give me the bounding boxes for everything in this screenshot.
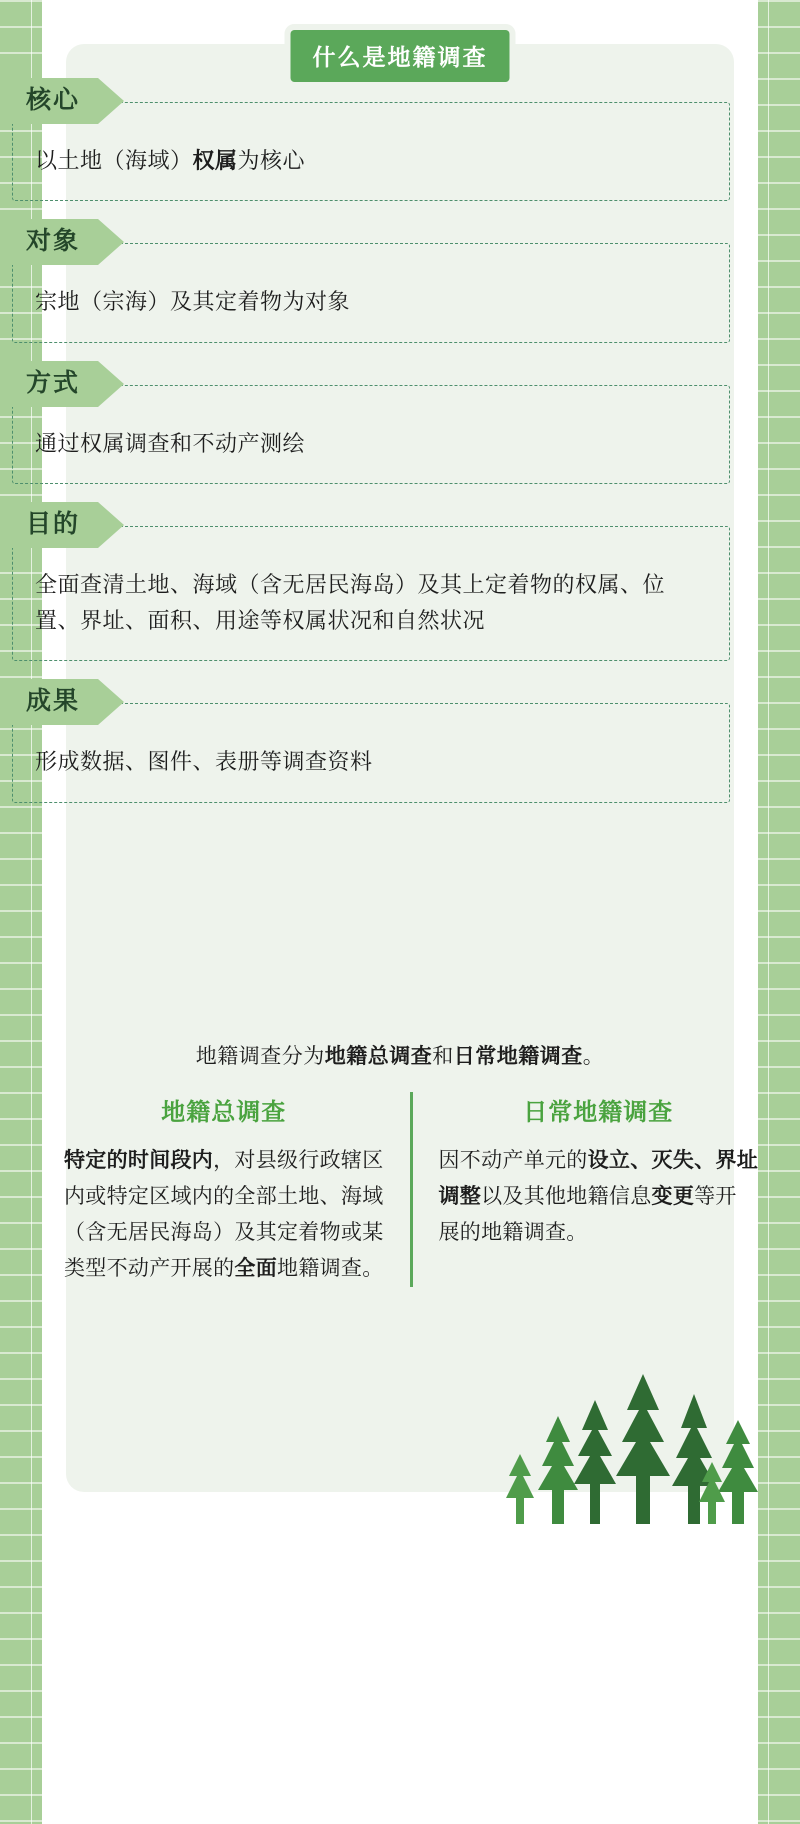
plain-text: 宗地（宗海）及其定着物为对象 <box>35 289 351 315</box>
info-section <box>0 78 800 201</box>
plain-text: 和 <box>432 1045 454 1068</box>
plain-text: 以土地（海域） <box>35 147 193 173</box>
plain-text: 为核心 <box>237 147 306 173</box>
emphasis-text: 地籍总调查 <box>324 1045 433 1068</box>
plain-text: 地籍调查。 <box>277 1257 384 1281</box>
plain-text: 形成数据、图件、表册等调查资料 <box>35 748 373 774</box>
comparison-columns <box>44 1092 766 1287</box>
emphasis-text: 变更 <box>651 1185 695 1209</box>
plain-text: ，对县级行政辖区内或特定区域内的全部土地、海域（含无居民海岛）及其定着物或某类型不动产开展的 <box>64 1149 384 1281</box>
emphasis-text: 设立、灭失、界址调整 <box>438 1149 759 1209</box>
column-daily-survey <box>410 1092 767 1287</box>
section-label: 核心 <box>0 78 98 124</box>
plain-text: 全面查清土地、海域（含无居民海岛）及其上定着物的权属、位置、界址、面积、用途等权属状况和自然状况 <box>35 571 666 633</box>
section-label: 对象 <box>0 219 98 265</box>
column-body-text <box>439 1143 759 1251</box>
plain-text: 通过权属调查和不动产测绘 <box>35 430 306 456</box>
info-section <box>0 502 800 661</box>
section-label: 方式 <box>0 361 98 407</box>
intro-sentence <box>0 1040 800 1070</box>
plain-text: 等开展的地籍调查。 <box>438 1185 737 1245</box>
column-body-text <box>64 1143 384 1287</box>
plain-text: 因不动产单元的 <box>438 1149 588 1172</box>
plain-text: 。 <box>582 1045 605 1068</box>
emphasis-text: 权属 <box>192 147 238 173</box>
emphasis-text: 全面 <box>234 1257 278 1281</box>
section-label: 目的 <box>0 502 98 548</box>
page-title: 什么是地籍调查 <box>291 30 510 82</box>
info-section <box>0 361 800 484</box>
info-section <box>0 219 800 342</box>
column-heading: 日常地籍调查 <box>523 1099 674 1126</box>
section-label: 成果 <box>0 679 98 725</box>
plain-text: 以及其他地籍信息 <box>481 1185 652 1209</box>
info-section <box>0 679 800 802</box>
column-general-survey <box>44 1092 410 1287</box>
emphasis-text: 日常地籍调查 <box>453 1045 583 1068</box>
section-list <box>0 78 800 821</box>
plain-text: 地籍调查分为 <box>195 1045 325 1068</box>
column-heading: 地籍总调查 <box>161 1099 287 1126</box>
emphasis-text: 特定的时间段内 <box>64 1149 214 1172</box>
